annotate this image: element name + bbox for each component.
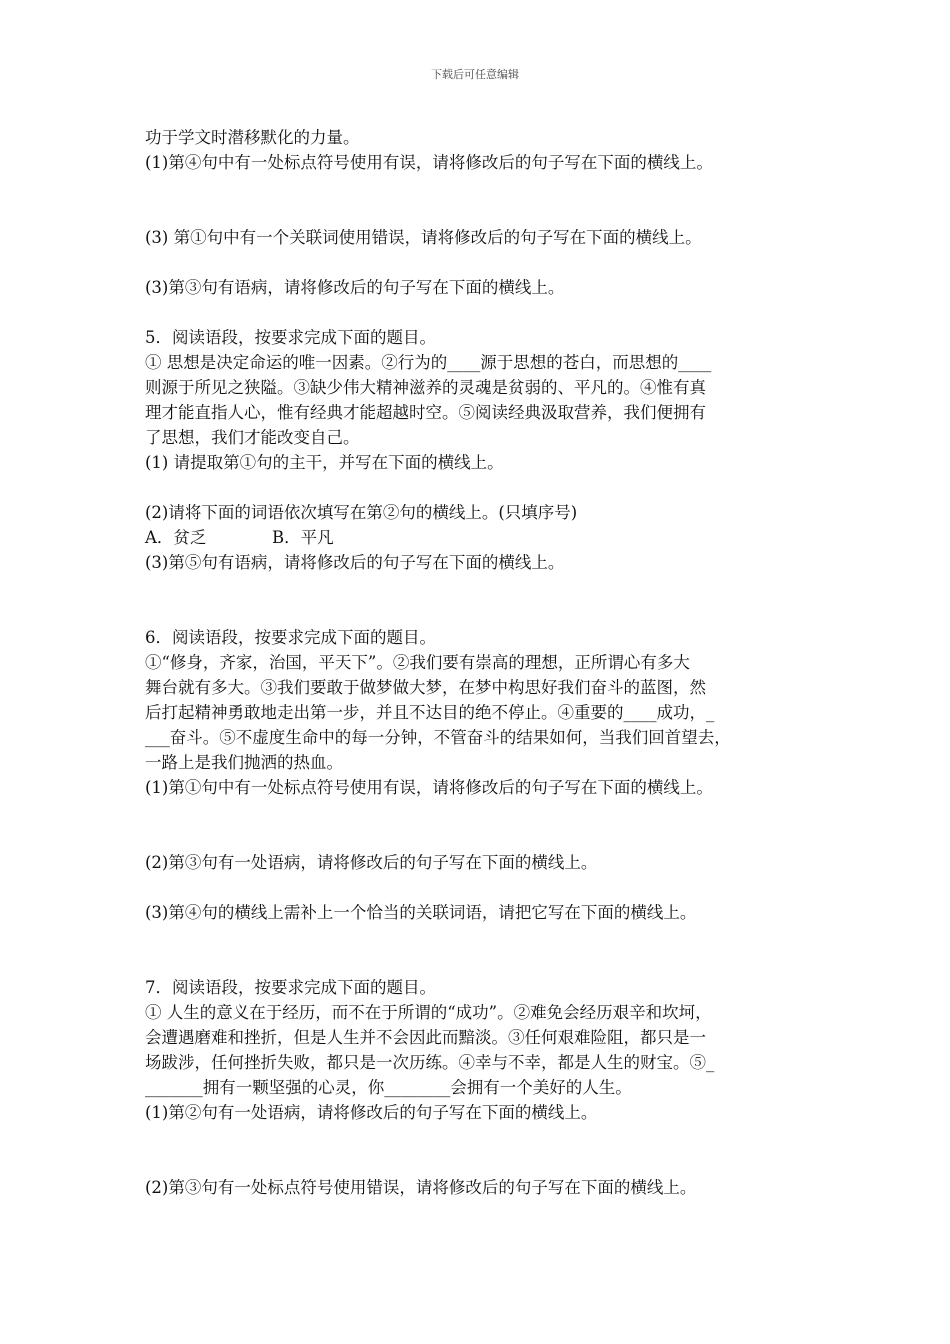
question-text: (1)第④句中有一处标点符号使用有误，请将修改后的句子写在下面的横线上。 (145, 153, 713, 172)
option-b: B．平凡 (272, 528, 334, 547)
section-title: 5．阅读语段，按要求完成下面的题目。 (145, 328, 436, 347)
question-text: (3)第④句的横线上需补上一个恰当的关联词语，请把它写在下面的横线上。 (145, 903, 697, 922)
answer-space (145, 250, 825, 275)
question-text: (2)第③句有一处语病，请将修改后的句子写在下面的横线上。 (145, 853, 598, 872)
passage-line: ①“修身，齐家，治国，平天下”。②我们要有崇高的理想，正所谓心有多大 (145, 653, 690, 672)
answer-space (145, 575, 825, 625)
question-text: (3) 第①句中有一个关联词使用错误，请将修改后的句子写在下面的横线上。 (145, 228, 702, 247)
answer-space (145, 175, 825, 225)
passage-line: ___奋斗。⑤不虚度生命中的每一分钟，不管奋斗的结果如何，当我们回首望去， (145, 728, 731, 747)
section-title: 6．阅读语段，按要求完成下面的题目。 (145, 628, 436, 647)
options-row (145, 525, 825, 550)
continuation-text: 功于学文时潜移默化的力量。 (145, 128, 360, 147)
document-body (145, 125, 825, 1200)
passage-line: 舞台就有多大。③我们要敢于做梦做大梦，在梦中构思好我们奋斗的蓝图，然 (145, 678, 706, 697)
question-text: (2)第③句有一处标点符号使用错误，请将修改后的句子写在下面的横线上。 (145, 1178, 697, 1197)
passage-line: _______拥有一颗坚强的心灵，你________会拥有一个美好的人生。 (145, 1078, 632, 1097)
answer-space (145, 875, 825, 900)
passage-line: ① 人生的意义在于经历，而不在于所谓的“成功”。②难免会经历艰辛和坎坷， (145, 1003, 712, 1022)
passage-line: 会遭遇磨难和挫折，但是人生并不会因此而黯淡。③任何艰难险阻，都只是一 (145, 1028, 706, 1047)
answer-space (145, 1125, 825, 1175)
passage-line: 了思想，我们才能改变自己。 (145, 428, 360, 447)
section-title: 7．阅读语段，按要求完成下面的题目。 (145, 978, 436, 997)
passage-line: ① 思想是决定命运的唯一因素。②行为的____源于思想的苍白，而思想的____ (145, 353, 712, 372)
answer-space (145, 800, 825, 850)
question-text: (1)第①句中有一处标点符号使用有误，请将修改后的句子写在下面的横线上。 (145, 778, 713, 797)
question-text: (1)第②句有一处语病，请将修改后的句子写在下面的横线上。 (145, 1103, 598, 1122)
question-text: (2)请将下面的词语依次填写在第②句的横线上。(只填序号) (145, 503, 578, 522)
question-text: (3)第③句有语病，请将修改后的句子写在下面的横线上。 (145, 278, 565, 297)
answer-space (145, 300, 825, 325)
answer-space (145, 925, 825, 975)
question-text: (3)第⑤句有语病，请将修改后的句子写在下面的横线上。 (145, 553, 565, 572)
page-header: 下载后可任意编辑 (431, 68, 519, 81)
question-text: (1) 请提取第①句的主干，并写在下面的横线上。 (145, 453, 504, 472)
answer-space (145, 475, 825, 500)
passage-line: 后打起精神勇敢地走出第一步，并且不达目的绝不停止。④重要的____成功，_ (145, 703, 715, 722)
passage-line: 一路上是我们抛洒的热血。 (145, 753, 343, 772)
passage-line: 则源于所见之狭隘。③缺少伟大精神滋养的灵魂是贫弱的、平凡的。④惟有真 (145, 378, 706, 397)
passage-line: 理才能直指人心，惟有经典才能超越时空。⑤阅读经典汲取营养，我们便拥有 (145, 403, 706, 422)
option-a: A．贫乏 (145, 528, 207, 547)
passage-line: 场跋涉，任何挫折失败，都只是一次历练。④幸与不幸，都是人生的财宝。⑤_ (145, 1053, 715, 1072)
